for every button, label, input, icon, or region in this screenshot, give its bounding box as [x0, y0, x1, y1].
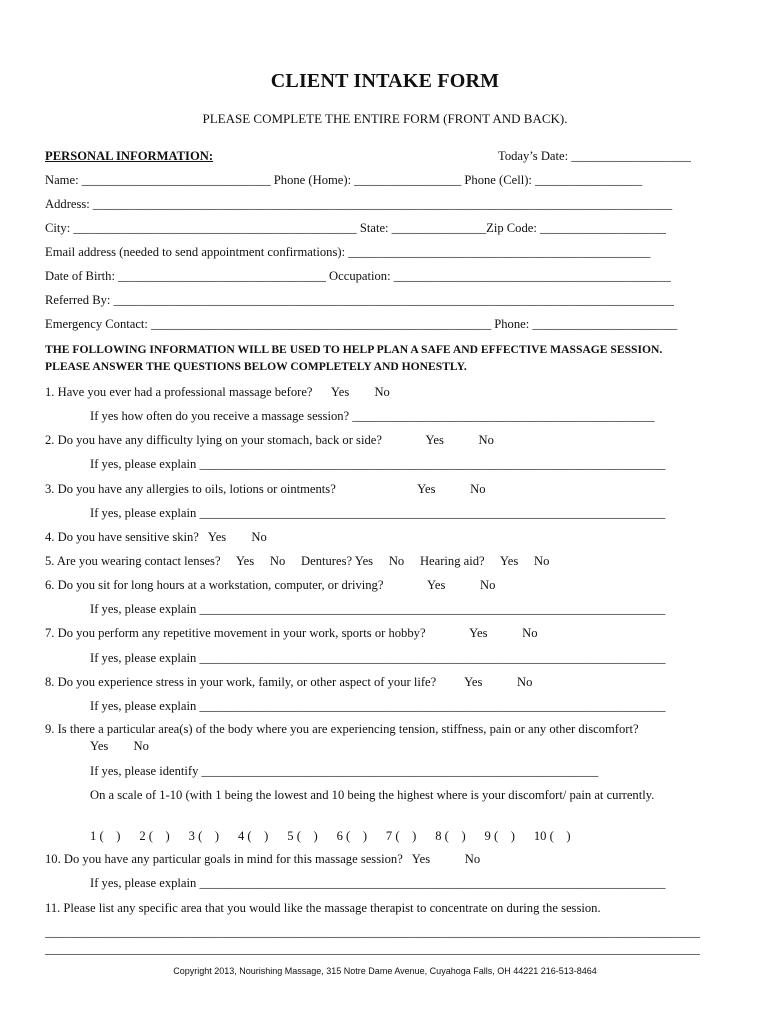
question-6[interactable]: 6. Do you sit for long hours at a workstation, computer, or driving? Yes No: [45, 578, 496, 592]
question-7[interactable]: 7. Do you perform any repetitive movement in your work, sports or hobby? Yes No: [45, 626, 538, 640]
question-9-scale-text: On a scale of 1-10 (with 1 being the lowest and 10 being the highest where is your discomfort/ pain at currently.: [90, 788, 655, 802]
dob-occupation-fields[interactable]: Date of Birth: _________________________________ Occupation: ____________________________________________: [45, 269, 671, 283]
todays-date-field[interactable]: Today’s Date: ___________________: [498, 149, 691, 163]
name-phone-fields[interactable]: Name: ______________________________ Phone (Home): _________________ Phone (Cell): _________________: [45, 173, 643, 187]
footer-copyright: Copyright 2013, Nourishing Massage, 315 Notre Dame Avenue, Cuyahoga Falls, OH 44221 216-513-8464: [173, 966, 597, 976]
question-9-followup[interactable]: If yes, please identify _______________________________________________________________: [90, 764, 599, 778]
personal-info-heading: PERSONAL INFORMATION:: [45, 149, 214, 163]
emergency-contact-field[interactable]: Emergency Contact: ______________________________________________________ Phone: _______________________: [45, 317, 678, 331]
question-3[interactable]: 3. Do you have any allergies to oils, lotions or ointments? Yes No: [45, 482, 486, 496]
form-title: CLIENT INTAKE FORM: [270, 70, 500, 92]
question-8-followup[interactable]: If yes, please explain __________________________________________________________________________: [90, 699, 666, 713]
question-10[interactable]: 10. Do you have any particular goals in mind for this massage session? Yes No: [45, 852, 481, 866]
question-6-followup[interactable]: If yes, please explain __________________________________________________________________________: [90, 602, 666, 616]
question-2-followup[interactable]: If yes, please explain __________________________________________________________________________: [90, 457, 666, 471]
form-subtitle: PLEASE COMPLETE THE ENTIRE FORM (FRONT AND BACK).: [202, 111, 568, 126]
address-field[interactable]: Address: ____________________________________________________________________________________________: [45, 197, 673, 211]
question-11: 11. Please list any specific area that you would like the massage therapist to concentrate on during the session.: [45, 901, 601, 915]
referred-by-field[interactable]: Referred By: _________________________________________________________________________________________: [45, 293, 674, 307]
email-field[interactable]: Email address (needed to send appointment confirmations): ________________________________________________: [45, 245, 651, 259]
question-9: 9. Is there a particular area(s) of the body where you are experiencing tension, stiffness, pain or any other discomfort?: [45, 722, 639, 736]
question-5[interactable]: 5. Are you wearing contact lenses? Yes No Dentures? Yes No Hearing aid? Yes No: [45, 554, 550, 568]
notice-line-1: THE FOLLOWING INFORMATION WILL BE USED TO HELP PLAN A SAFE AND EFFECTIVE MASSAGE SESSION.: [45, 343, 663, 356]
question-2[interactable]: 2. Do you have any difficulty lying on your stomach, back or side? Yes No: [45, 433, 494, 447]
question-10-followup[interactable]: If yes, please explain __________________________________________________________________________: [90, 876, 666, 890]
question-1[interactable]: 1. Have you ever had a professional massage before? Yes No: [45, 385, 390, 399]
question-8[interactable]: 8. Do you experience stress in your work, family, or other aspect of your life? Yes No: [45, 675, 533, 689]
question-11-answer-line-1[interactable]: ________________________________________________________________________________________________________: [45, 925, 700, 939]
question-4[interactable]: 4. Do you have sensitive skin? Yes No: [45, 530, 267, 544]
question-1-followup[interactable]: If yes how often do you receive a massage session? ________________________________________________: [90, 409, 655, 423]
question-7-followup[interactable]: If yes, please explain __________________________________________________________________________: [90, 651, 666, 665]
question-3-followup[interactable]: If yes, please explain __________________________________________________________________________: [90, 506, 666, 520]
question-9-yes-no[interactable]: Yes No: [90, 739, 149, 753]
city-state-zip-fields[interactable]: City: _____________________________________________ State: _______________Zip Code: ____________________: [45, 221, 666, 235]
notice-line-2: PLEASE ANSWER THE QUESTIONS BELOW COMPLETELY AND HONESTLY.: [45, 360, 467, 373]
question-11-answer-line-2[interactable]: ________________________________________________________________________________________________________: [45, 942, 700, 956]
question-9-ratings[interactable]: 1 ( ) 2 ( ) 3 ( ) 4 ( ) 5 ( ) 6 ( ) 7 ( ) 8 ( ) 9 ( ) 10 ( ): [90, 829, 571, 843]
